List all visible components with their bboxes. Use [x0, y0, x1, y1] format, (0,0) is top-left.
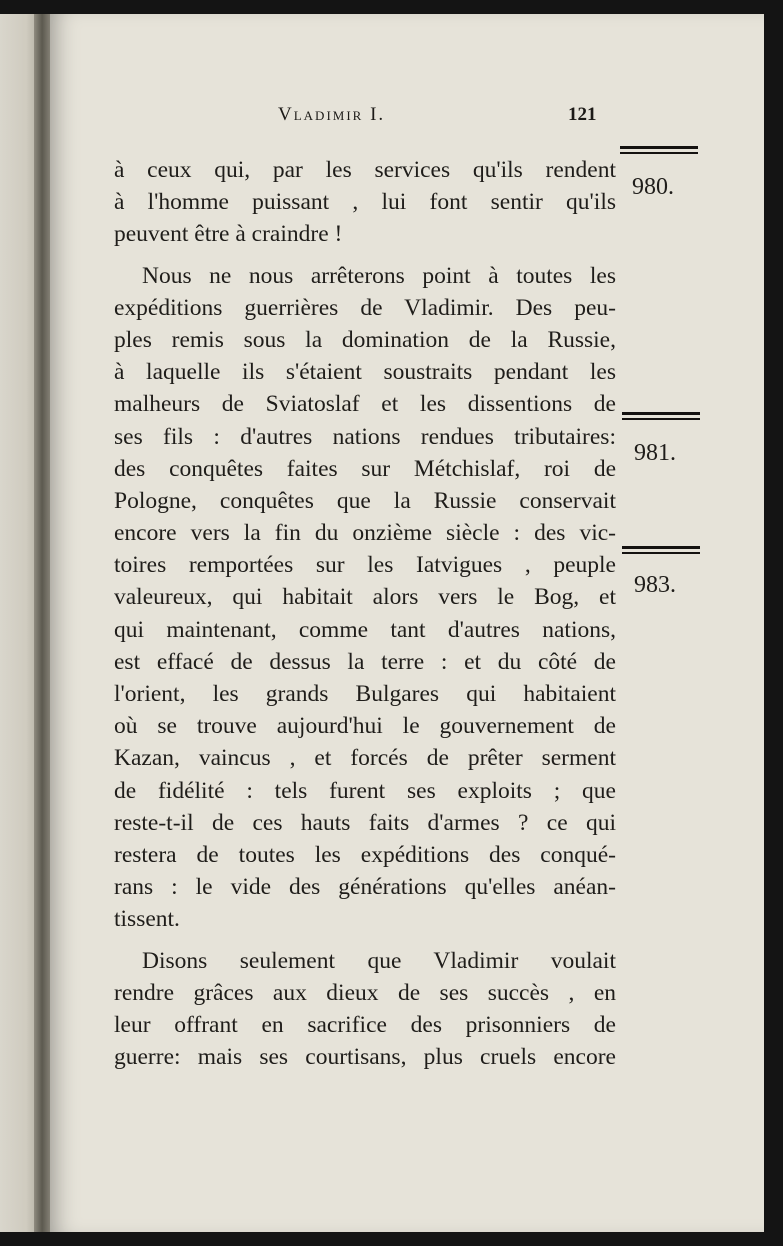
text-line: ples remis sous la domination de la Russie, — [114, 326, 616, 353]
book-page — [50, 14, 764, 1232]
running-title: Vladimir I. — [278, 104, 386, 125]
margin-year: 981. — [634, 440, 676, 466]
text-line: expéditions guerrières de Vladimir. Des peu- — [114, 294, 616, 321]
text-line: valeureux, qui habitait alors vers le Bog, et — [114, 584, 616, 611]
text-line: leur offrant en sacrifice des prisonniers de — [114, 1011, 616, 1038]
text-line: reste-t-il de ces hauts faits d'armes ? ce qui — [114, 809, 616, 836]
text-line: rendre grâces aux dieux de ses succès , en — [114, 979, 616, 1006]
text-line: Kazan, vaincus , et forcés de prêter serment — [114, 745, 616, 772]
text-line: à laquelle ils s'étaient soustraits pendant les — [114, 359, 616, 386]
text-line: rans : le vide des générations qu'elles anéan- — [114, 874, 616, 901]
margin-rule — [620, 146, 698, 154]
text-line: à ceux qui, par les services qu'ils rendent — [114, 157, 616, 183]
text-line: l'orient, les grands Bulgares qui habitaient — [114, 681, 616, 707]
text-line: tissent. — [114, 906, 180, 933]
text-line: peuvent être à craindre ! — [114, 221, 343, 248]
page-header — [50, 104, 764, 134]
margin-rule — [622, 546, 700, 554]
body-text — [114, 154, 616, 1073]
margin-year: 983. — [634, 572, 676, 598]
text-line: ses fils : d'autres nations rendues tributaires: — [114, 423, 616, 450]
page-number: 121 — [568, 104, 597, 125]
text-line: de fidélité : tels furent ses exploits ; que — [114, 777, 616, 804]
text-line: des conquêtes faites sur Métchislaf, roi de — [114, 455, 616, 482]
margin-year: 980. — [632, 174, 674, 200]
margin-rule — [622, 412, 700, 420]
text-line: Pologne, conquêtes que la Russie conservait — [114, 487, 616, 514]
text-line: est effacé de dessus la terre : et du côté de — [114, 648, 616, 675]
text-line: où se trouve aujourd'hui le gouvernement de — [114, 713, 616, 740]
text-line: Disons seulement que Vladimir voulait — [142, 947, 616, 974]
text-line: encore vers la fin du onzième siècle : des vic- — [114, 520, 616, 547]
text-line: à l'homme puissant , lui font sentir qu'ils — [114, 189, 616, 216]
text-line: guerre: mais ses courtisans, plus cruels encore — [114, 1044, 616, 1071]
text-line: restera de toutes les expéditions des conqué- — [114, 841, 616, 868]
text-line: Nous ne nous arrêterons point à toutes les — [142, 262, 616, 289]
text-line: qui maintenant, comme tant d'autres nations, — [114, 616, 616, 643]
text-line: toires remportées sur les Iatvigues , peuple — [114, 552, 616, 579]
text-line: malheurs de Sviatoslaf et les dissentions de — [114, 391, 616, 418]
